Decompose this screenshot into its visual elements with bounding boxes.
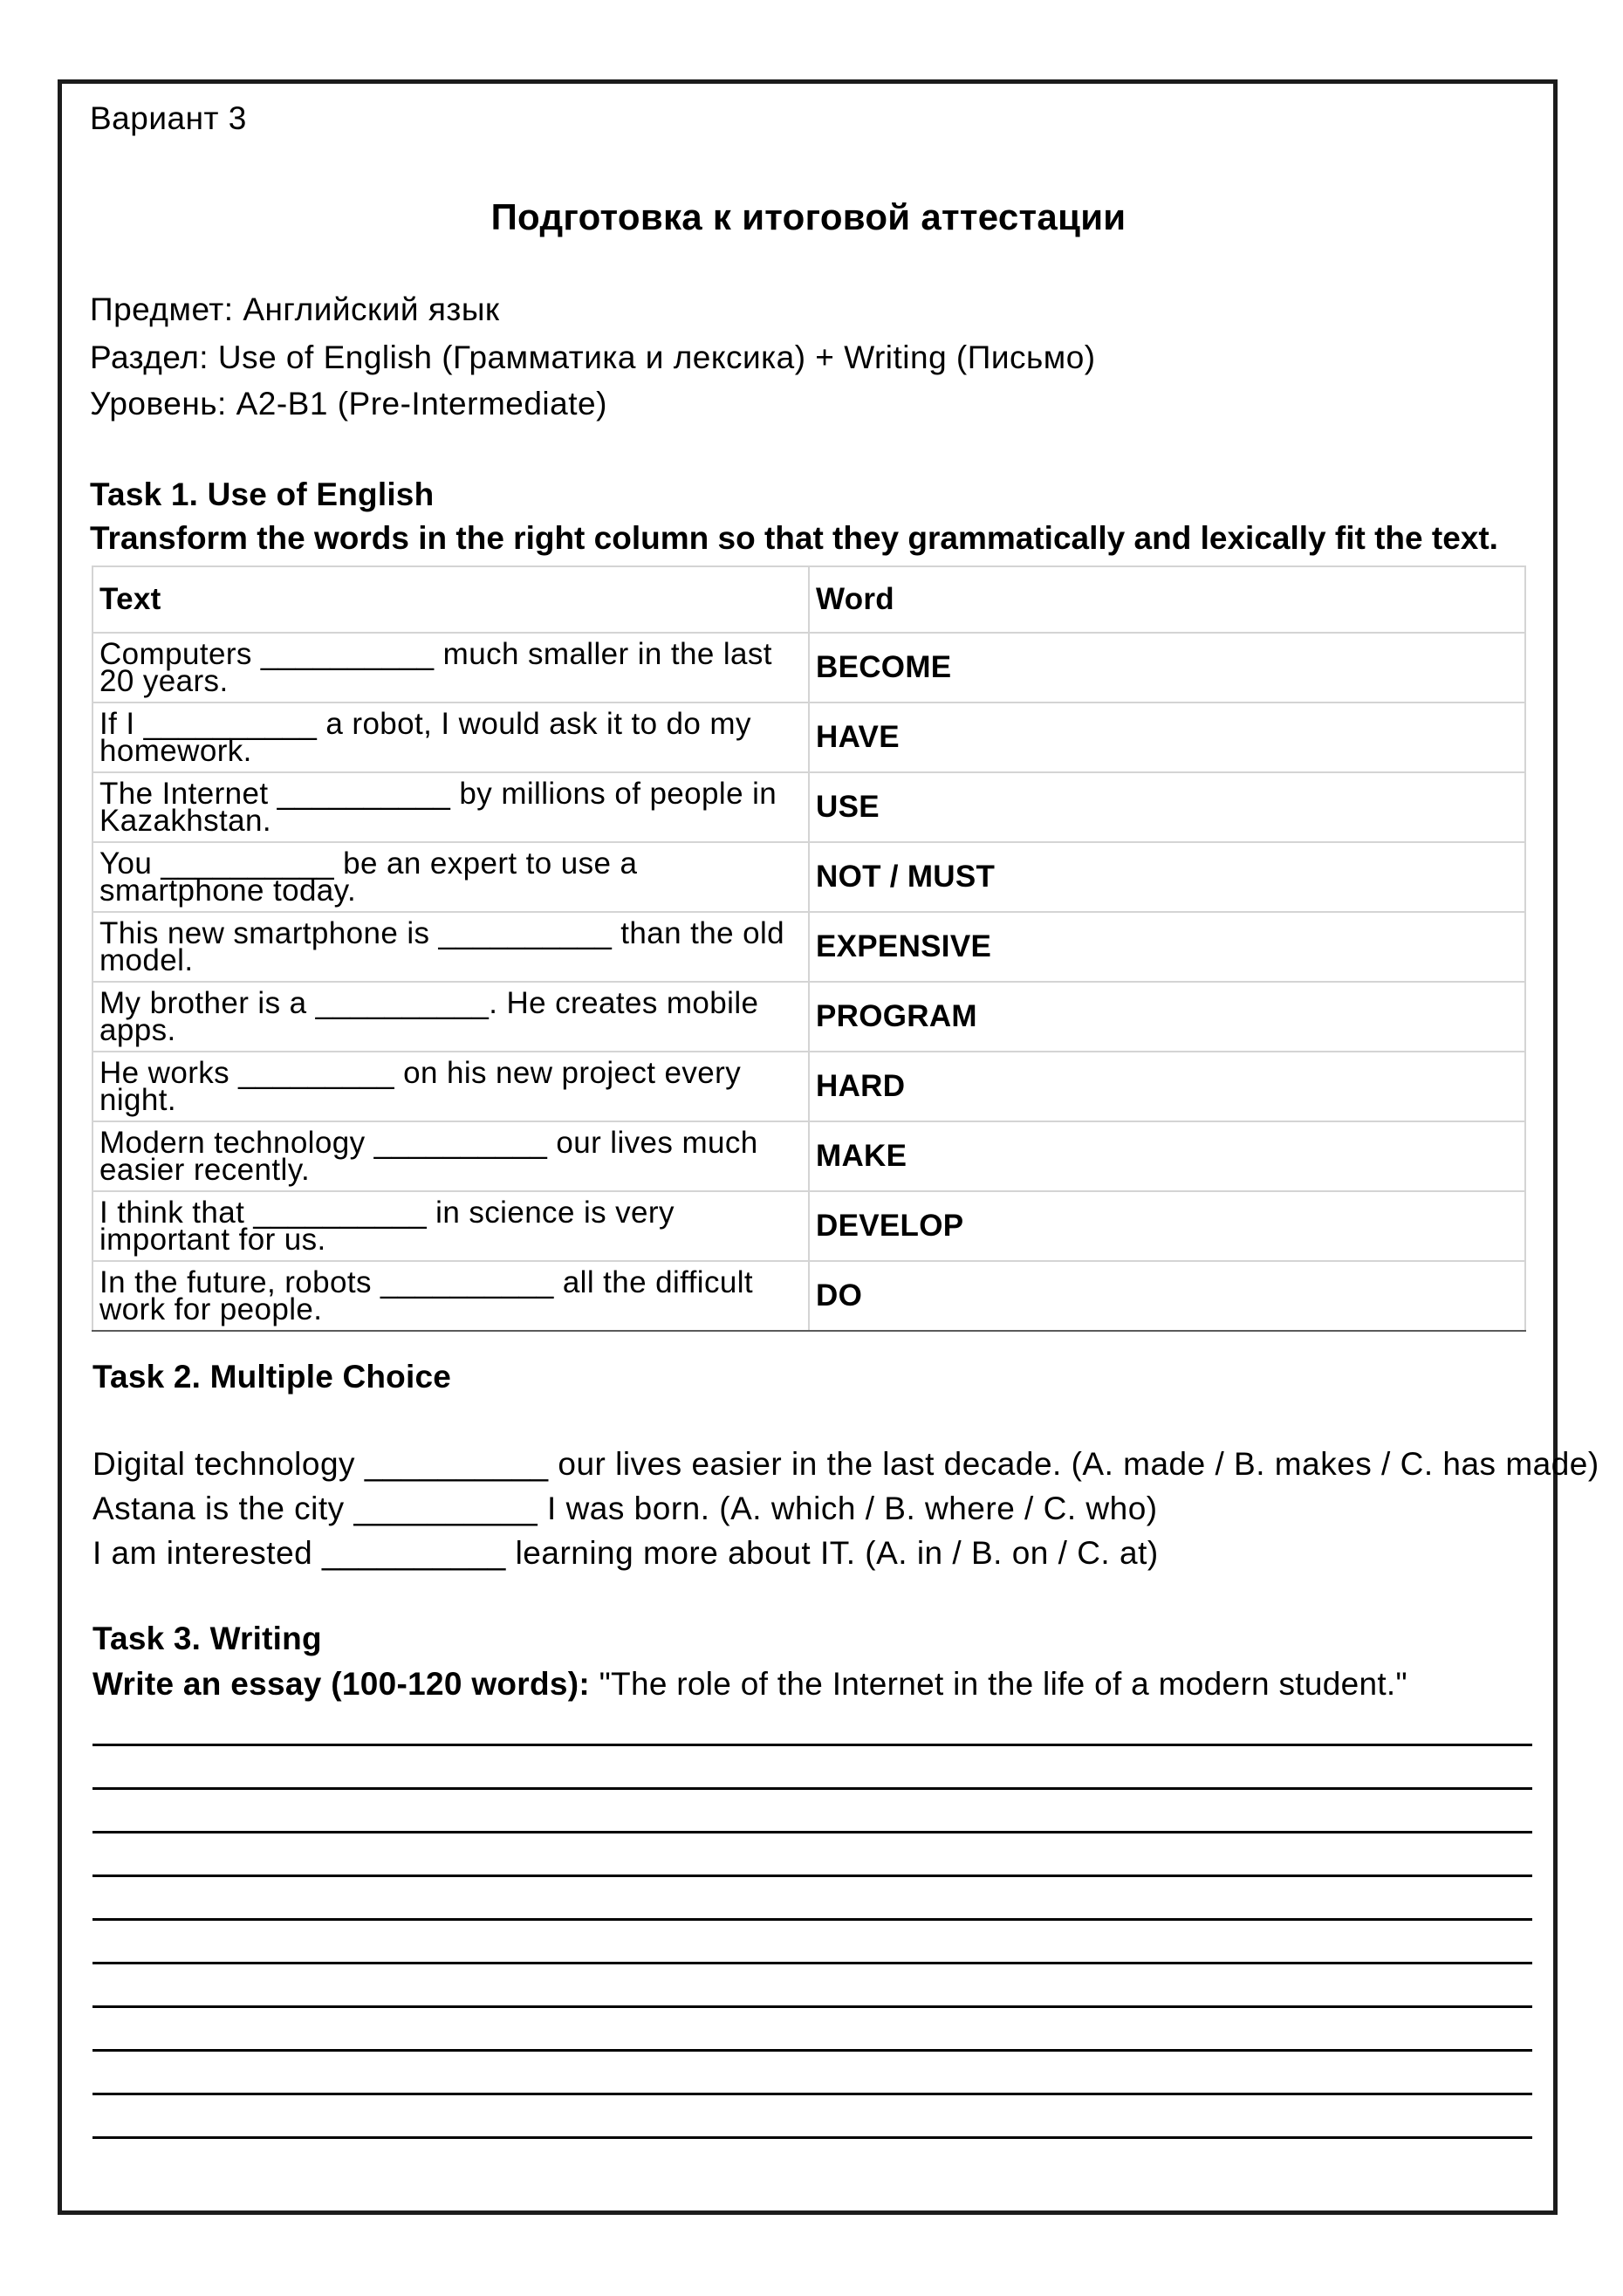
- task3-prompt: [92, 1668, 1407, 1700]
- sentence-cell: If I __________ a robot, I would ask it to do my homework.: [92, 703, 809, 772]
- table-row: [92, 912, 1525, 982]
- answer-line[interactable]: [92, 1787, 1532, 1790]
- task1-table: [92, 565, 1526, 1332]
- essay-prompt-label: Write an essay (100-120 words):: [92, 1666, 591, 1702]
- word-cell: EXPENSIVE: [809, 912, 1525, 982]
- word-cell: USE: [809, 772, 1525, 842]
- answer-line[interactable]: [92, 1874, 1532, 1877]
- sentence-cell: I think that __________ in science is very important for us.: [92, 1191, 809, 1261]
- level-line: Уровень: A2-B1 (Pre-Intermediate): [90, 386, 607, 422]
- answer-line[interactable]: [92, 2136, 1532, 2139]
- answer-line[interactable]: [92, 1918, 1532, 1921]
- column-header-text: Text: [92, 566, 809, 633]
- word-cell: BECOME: [809, 633, 1525, 703]
- task3-heading: Task 3. Writing: [92, 1621, 322, 1656]
- word-cell: NOT / MUST: [809, 842, 1525, 912]
- section-line: Раздел: Use of English (Грамматика и лексика) + Writing (Письмо): [90, 339, 1096, 375]
- mc-question-1: Digital technology __________ our lives easier in the last decade. (A. made / B. makes / C. has made): [92, 1446, 1599, 1482]
- table-row: [92, 633, 1525, 703]
- table-row: [92, 1261, 1525, 1331]
- answer-line[interactable]: [92, 1744, 1532, 1746]
- mc-question-3: I am interested __________ learning more about IT. (A. in / B. on / C. at): [92, 1535, 1159, 1571]
- table-header-row: [92, 566, 1525, 633]
- table-row: [92, 1052, 1525, 1121]
- answer-line[interactable]: [92, 2049, 1532, 2052]
- table-row: [92, 703, 1525, 772]
- sentence-cell: The Internet __________ by millions of people in Kazakhstan.: [92, 772, 809, 842]
- word-cell: DEVELOP: [809, 1191, 1525, 1261]
- table-row: [92, 982, 1525, 1052]
- answer-line[interactable]: [92, 1831, 1532, 1833]
- table-row: [92, 1121, 1525, 1191]
- word-cell: HAVE: [809, 703, 1525, 772]
- page-title: Подготовка к итоговой аттестации: [490, 196, 1127, 237]
- word-cell: DO: [809, 1261, 1525, 1331]
- task1-instruction: Transform the words in the right column so that they grammatically and lexically fit the text.: [90, 520, 1498, 556]
- column-header-word: Word: [809, 566, 1525, 633]
- word-cell: MAKE: [809, 1121, 1525, 1191]
- table-row: [92, 1191, 1525, 1261]
- sentence-cell: In the future, robots __________ all the difficult work for people.: [92, 1261, 809, 1331]
- table-row: [92, 842, 1525, 912]
- essay-topic: "The role of the Internet in the life of a modern student.": [590, 1666, 1407, 1702]
- sentence-cell: My brother is a __________. He creates mobile apps.: [92, 982, 809, 1052]
- task1-heading: Task 1. Use of English: [90, 476, 435, 512]
- sentence-cell: Computers __________ much smaller in the last 20 years.: [92, 633, 809, 703]
- sentence-cell: Modern technology __________ our lives much easier recently.: [92, 1121, 809, 1191]
- table-row: [92, 772, 1525, 842]
- word-cell: HARD: [809, 1052, 1525, 1121]
- word-cell: PROGRAM: [809, 982, 1525, 1052]
- task2-heading: Task 2. Multiple Choice: [92, 1359, 452, 1395]
- answer-line[interactable]: [92, 2093, 1532, 2095]
- variant-label: Вариант 3: [90, 100, 247, 136]
- sentence-cell: This new smartphone is __________ than the old model.: [92, 912, 809, 982]
- mc-question-2: Astana is the city __________ I was born. (A. which / B. where / C. who): [92, 1491, 1158, 1526]
- sentence-cell: He works _________ on his new project every night.: [92, 1052, 809, 1121]
- answer-line[interactable]: [92, 1962, 1532, 1964]
- subject-line: Предмет: Английский язык: [90, 291, 500, 327]
- sentence-cell: You __________ be an expert to use a smartphone today.: [92, 842, 809, 912]
- answer-line[interactable]: [92, 2005, 1532, 2008]
